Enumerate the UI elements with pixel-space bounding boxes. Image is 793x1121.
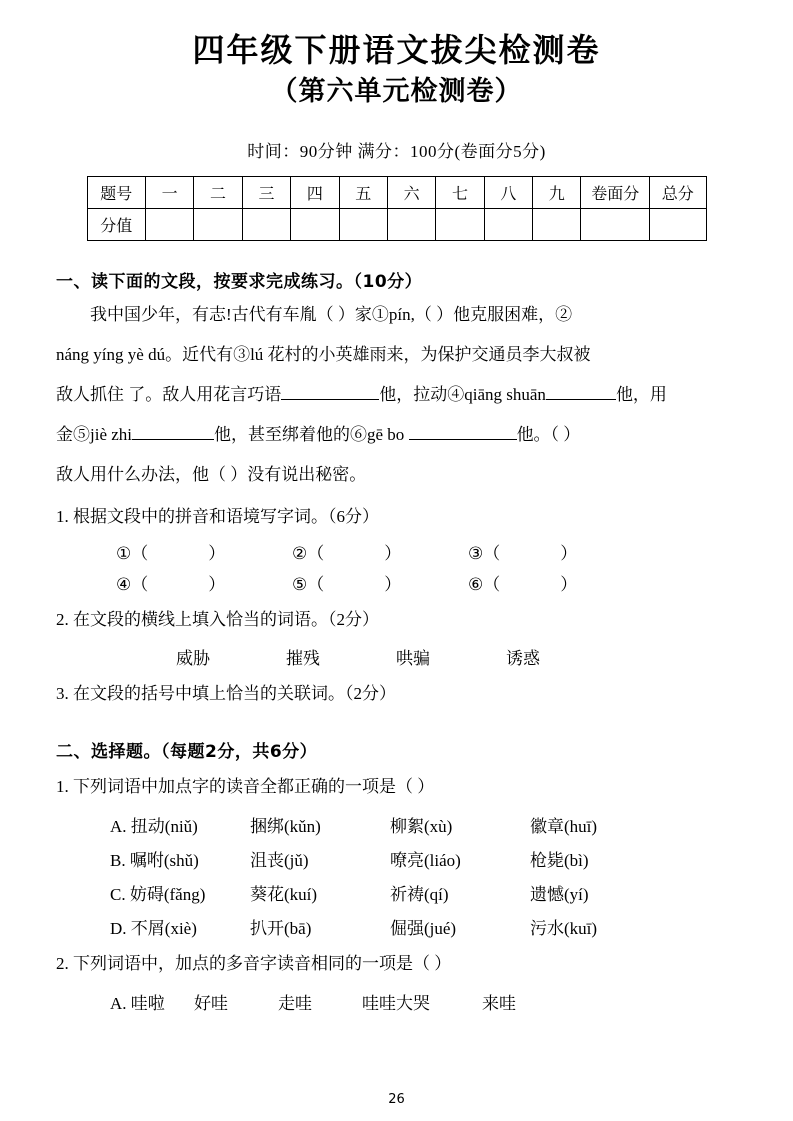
choice-a-item-1[interactable]: A. 扭动(niǔ) (110, 816, 198, 836)
choice-row-a (56, 812, 737, 837)
answer-close-4: ） (208, 575, 226, 595)
fill-blank[interactable] (409, 439, 517, 440)
score-cell[interactable] (242, 209, 290, 241)
answer-label-3: ③（ (468, 544, 501, 564)
choice-a-item-3[interactable]: 柳絮(xù) (390, 816, 453, 836)
answer-blank-3[interactable] (468, 539, 644, 564)
score-cell[interactable] (339, 209, 387, 241)
answer-blank-2[interactable] (292, 539, 468, 564)
choice-d-item-3[interactable]: 倔强(jué) (390, 918, 457, 938)
passage-line-3-b: 他，拉动④qiāng shuān (379, 385, 546, 405)
choice-c-item-2[interactable]: 葵花(kuí) (250, 884, 318, 904)
fill-blank[interactable] (281, 399, 379, 400)
exam-meta: 时间：90分钟 满分：100分(卷面分5分) (247, 142, 546, 162)
score-table-col-5: 五 (339, 177, 387, 209)
table-row (87, 177, 706, 209)
word-option-4[interactable]: 诱惑 (506, 649, 540, 669)
passage-line-3-a: 敌人抓住 了。敌人用花言巧语 (56, 385, 282, 405)
answer-label-5: ⑤（ (292, 575, 325, 595)
page-title: 四年级下册语文拔尖检测卷 (192, 31, 601, 69)
passage-line-4 (56, 418, 737, 452)
section-2-heading: 二、选择题。（每题2分，共6分） (56, 741, 318, 762)
section-1-heading: 一、读下面的文段，按要求完成练习。（10分） (56, 272, 423, 293)
q2-item-1[interactable]: A. 哇啦 (110, 993, 165, 1013)
passage-line-1: 我中国少年，有志!古代有车胤（ ）家①pín,（ ）他克服困难，② (90, 305, 573, 325)
choice-b-item-2[interactable]: 沮丧(jǔ) (250, 850, 309, 870)
answer-close-3: ） (560, 544, 578, 564)
score-cell[interactable] (484, 209, 532, 241)
q2-item-4[interactable]: 哇哇大哭 (362, 993, 430, 1013)
choice-b-item-3[interactable]: 嘹亮(liáo) (390, 850, 461, 870)
choice-row-b (56, 846, 737, 871)
score-cell[interactable] (194, 209, 242, 241)
answer-close-1: ） (208, 544, 226, 564)
score-cell[interactable] (387, 209, 435, 241)
score-cell[interactable] (533, 209, 581, 241)
choice-b-item-4[interactable]: 枪毙(bì) (530, 850, 589, 870)
page-number: 26 (388, 1092, 405, 1107)
score-table-row-label: 题号 (87, 177, 145, 209)
answer-close-6: ） (560, 575, 578, 595)
score-table-col-total: 总分 (650, 177, 706, 209)
score-cell[interactable] (581, 209, 650, 241)
score-cell[interactable] (145, 209, 193, 241)
choice-b-item-1[interactable]: B. 嘱咐(shǔ) (110, 850, 199, 870)
score-table (87, 176, 707, 241)
choice-c-item-3[interactable]: 祈祷(qí) (390, 884, 449, 904)
score-table-col-1: 一 (145, 177, 193, 209)
word-option-2[interactable]: 摧残 (286, 649, 320, 669)
fill-blank[interactable] (546, 399, 616, 400)
choice-a-item-2[interactable]: 捆绑(kǔn) (250, 816, 321, 836)
choice-d-item-1[interactable]: D. 不屑(xiè) (110, 918, 197, 938)
choice-d-item-4[interactable]: 污水(kuī) (530, 918, 598, 938)
passage-line-3 (56, 378, 737, 412)
answer-blank-1[interactable] (116, 539, 292, 564)
answer-blank-4[interactable] (116, 570, 292, 595)
choice-row-q2 (56, 989, 737, 1014)
answer-label-4: ④（ (116, 575, 149, 595)
choice-c-item-4[interactable]: 遗憾(yí) (530, 884, 589, 904)
section-1-question-1: 1. 根据文段中的拼音和语境写字词。（6分） (56, 507, 379, 527)
section-2-question-2-stem: 2. 下列词语中，加点的多音字读音相同的一项是（ ） (56, 953, 452, 973)
choice-row-c (56, 880, 737, 905)
answer-row-1 (56, 539, 737, 564)
passage-line-2: náng yíng yè dú。近代有③lú 花村的小英雄雨来，为保护交通员李大叔被 (56, 345, 591, 365)
fill-blank[interactable] (132, 439, 214, 440)
passage-line-4-a: 金⑤jiè zhi (56, 425, 133, 445)
q2-item-2[interactable]: 好哇 (194, 993, 228, 1013)
score-table-col-paper: 卷面分 (581, 177, 650, 209)
answer-row-2 (56, 570, 737, 595)
score-table-col-6: 六 (387, 177, 435, 209)
section-1-question-2: 2. 在文段的横线上填入恰当的词语。（2分） (56, 610, 379, 630)
passage-line-4-b: 他，甚至绑着他的⑥gē bo (214, 425, 409, 445)
q2-item-5[interactable]: 来哇 (482, 993, 516, 1013)
passage-line-4-c: 他。（ ） (516, 425, 581, 445)
choice-d-item-2[interactable]: 扒开(bā) (250, 918, 312, 938)
word-bank (56, 644, 737, 669)
word-option-3[interactable]: 哄骗 (396, 649, 430, 669)
score-cell[interactable] (291, 209, 339, 241)
answer-close-5: ） (384, 575, 402, 595)
score-table-row-label-2: 分值 (87, 209, 145, 241)
score-table-col-2: 二 (194, 177, 242, 209)
choice-c-item-1[interactable]: C. 妨碍(fǎng) (110, 884, 206, 904)
score-table-col-8: 八 (484, 177, 532, 209)
choice-row-d (56, 914, 737, 939)
score-cell[interactable] (436, 209, 484, 241)
score-table-wrapper (56, 176, 737, 241)
answer-blank-6[interactable] (468, 570, 644, 595)
answer-blank-5[interactable] (292, 570, 468, 595)
score-table-col-7: 七 (436, 177, 484, 209)
choice-a-item-4[interactable]: 徽章(huī) (530, 816, 598, 836)
passage-line-5: 敌人用什么办法，他（ ）没有说出秘密。 (56, 465, 367, 485)
word-option-1[interactable]: 威胁 (176, 649, 210, 669)
score-table-col-9: 九 (533, 177, 581, 209)
answer-close-2: ） (384, 544, 402, 564)
page-subtitle: （第六单元检测卷） (270, 76, 523, 107)
section-2-question-1-stem: 1. 下列词语中加点字的读音全都正确的一项是（ ） (56, 776, 435, 796)
section-1-question-3: 3. 在文段的括号中填上恰当的关联词。（2分） (56, 684, 396, 704)
answer-label-1: ①（ (116, 544, 149, 564)
table-row (87, 209, 706, 241)
score-table-col-3: 三 (242, 177, 290, 209)
answer-label-2: ②（ (292, 544, 325, 564)
answer-label-6: ⑥（ (468, 575, 501, 595)
score-table-col-4: 四 (291, 177, 339, 209)
score-cell[interactable] (650, 209, 706, 241)
q2-item-3[interactable]: 走哇 (278, 993, 312, 1013)
passage-line-3-c: 他，用 (615, 385, 667, 405)
